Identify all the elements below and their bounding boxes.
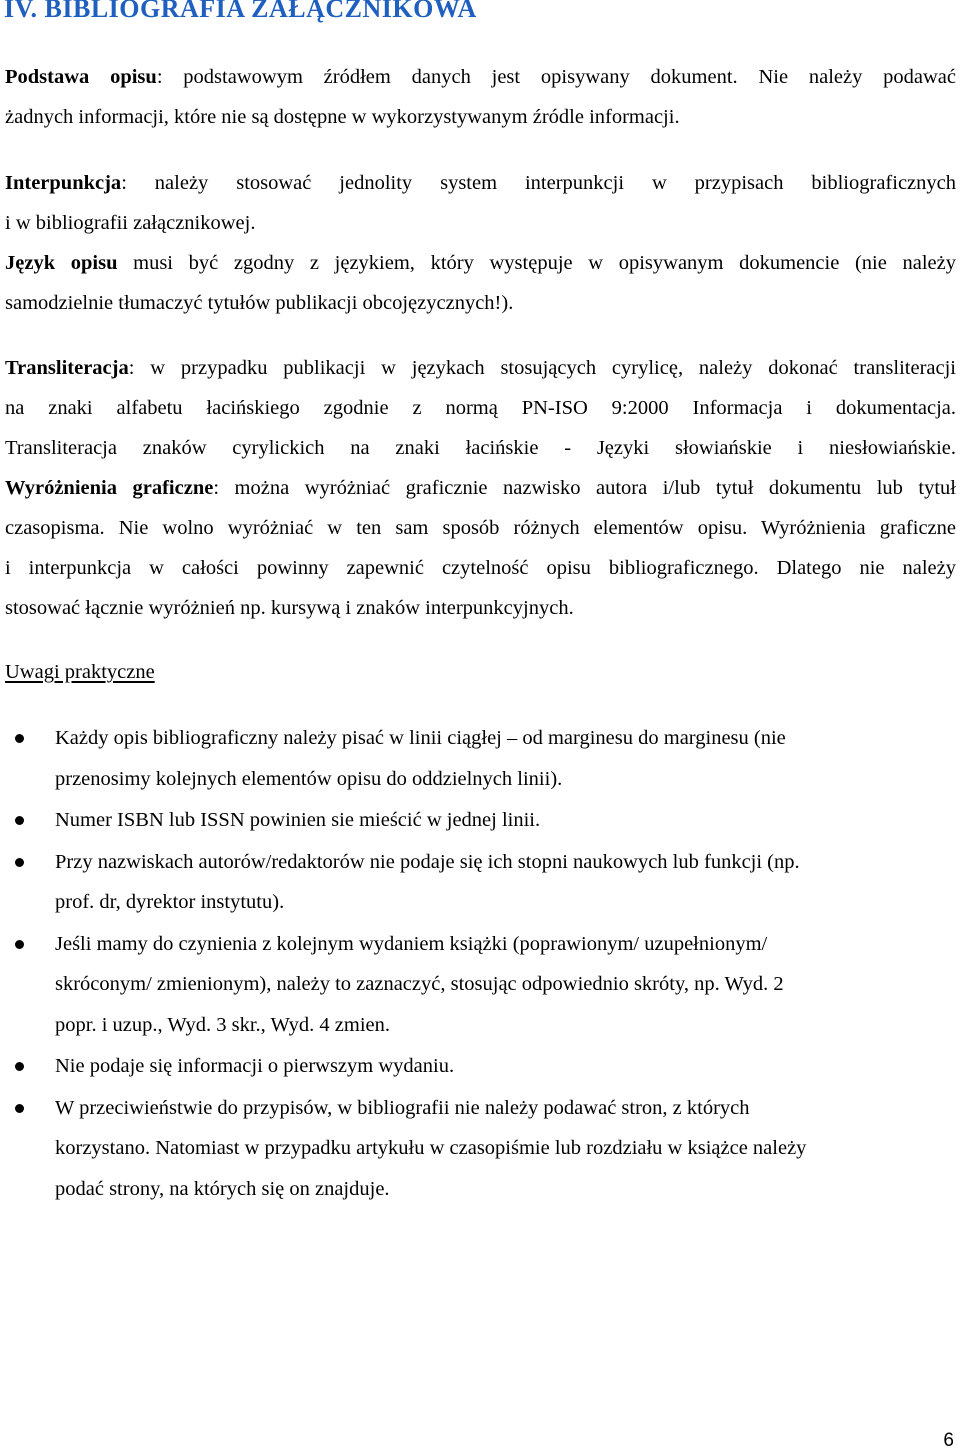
practical-notes-list xyxy=(0,718,960,1209)
paragraph-line: stosować łącznie wyróżnień np. kursywą i znaków interpunkcyjnych. xyxy=(5,597,574,619)
list-item: Przy nazwiskach autorów/redaktorów nie podaje się ich stopni naukowych lub funkcji (np. prof. dr, dyrektor instytutu). xyxy=(0,842,905,923)
paragraph-line: Transliteracja znaków cyrylickich na znaki łacińskie - Języki słowiańskie i niesłowiańskie. xyxy=(5,437,956,459)
paragraph-line: samodzielnie tłumaczyć tytułów publikacji obcojęzycznych!). xyxy=(5,292,514,314)
paragraph-line: i interpunkcja w całości powinny zapewnić czytelność opisu bibliograficznego. Dlatego nie należy xyxy=(5,557,956,579)
term-label: Wyróżnienia graficzne xyxy=(5,477,214,499)
page-number: 6 xyxy=(943,1430,954,1451)
section-title: Uwagi praktyczne xyxy=(5,661,155,683)
paragraph-line: Interpunkcja: należy stosować jednolity system interpunkcji w przypisach bibliograficznych xyxy=(5,172,956,194)
paragraph-line: Wyróżnienia graficzne: można wyróżniać graficznie nazwisko autora i/lub tytuł dokumentu lub tytuł xyxy=(5,477,956,499)
list-item: Numer ISBN lub ISSN powinien sie mieścić w jednej linii. xyxy=(0,800,905,841)
paragraph-podstawa-opisu xyxy=(5,57,956,137)
paragraph-line: Transliteracja: w przypadku publikacji w językach stosujących cyrylicę, należy dokonać transliteracji xyxy=(5,357,956,379)
term-label: Transliteracja xyxy=(5,357,129,379)
term-label: Podstawa opisu xyxy=(5,66,157,88)
paragraph-line: Język opisu musi być zgodny z językiem, który występuje w opisywanym dokumencie (nie należy xyxy=(5,252,956,274)
bullet-icon xyxy=(15,858,24,867)
paragraph-transliteracja xyxy=(5,348,956,468)
paragraph-wyroznienia-graficzne xyxy=(5,468,956,628)
bullet-icon xyxy=(15,816,24,825)
paragraph-interpunkcja xyxy=(5,163,956,243)
chapter-heading: IV. BIBLIOGRAFIA ZAŁĄCZNIKOWA xyxy=(4,0,477,23)
term-label: Interpunkcja xyxy=(5,172,122,194)
list-item: Nie podaje się informacji o pierwszym wydaniu. xyxy=(0,1046,905,1087)
list-item: W przeciwieństwie do przypisów, w bibliografii nie należy podawać stron, z których korzystano. Natomiast w przypadku artykułu w czasopiśmie lub rozdziału w książce należy podać strony, na których się on znajduje. xyxy=(0,1088,905,1210)
paragraph-line: i w bibliografii załącznikowej. xyxy=(5,212,256,234)
bullet-icon xyxy=(15,1104,24,1113)
term-label: Język opisu xyxy=(5,252,118,274)
paragraph-line: żadnych informacji, które nie są dostępne w wykorzystywanym źródle informacji. xyxy=(5,106,680,128)
paragraph-line: na znaki alfabetu łacińskiego zgodnie z normą PN-ISO 9:2000 Informacja i dokumentacja. xyxy=(5,397,956,419)
bullet-icon xyxy=(15,734,24,743)
bullet-icon xyxy=(15,940,24,949)
paragraph-jezyk-opisu xyxy=(5,243,956,323)
list-item: Każdy opis bibliograficzny należy pisać w linii ciągłej – od marginesu do marginesu (nie przenosimy kolejnych elementów opisu do oddzielnych linii). xyxy=(0,718,905,799)
bullet-icon xyxy=(15,1062,24,1071)
paragraph-line: czasopisma. Nie wolno wyróżniać w ten sam sposób różnych elementów opisu. Wyróżnienia graficzne xyxy=(5,517,956,539)
list-item: Jeśli mamy do czynienia z kolejnym wydaniem książki (poprawionym/ uzupełnionym/ skróconym/ zmienionym), należy to zaznaczyć, stosując odpowiednio skróty, np. Wyd. 2 popr. i uzup., Wyd. 3 skr., Wyd. 4 zmien. xyxy=(0,924,905,1046)
paragraph-line: Podstawa opisu: podstawowym źródłem danych jest opisywany dokument. Nie należy podawać xyxy=(5,66,956,88)
